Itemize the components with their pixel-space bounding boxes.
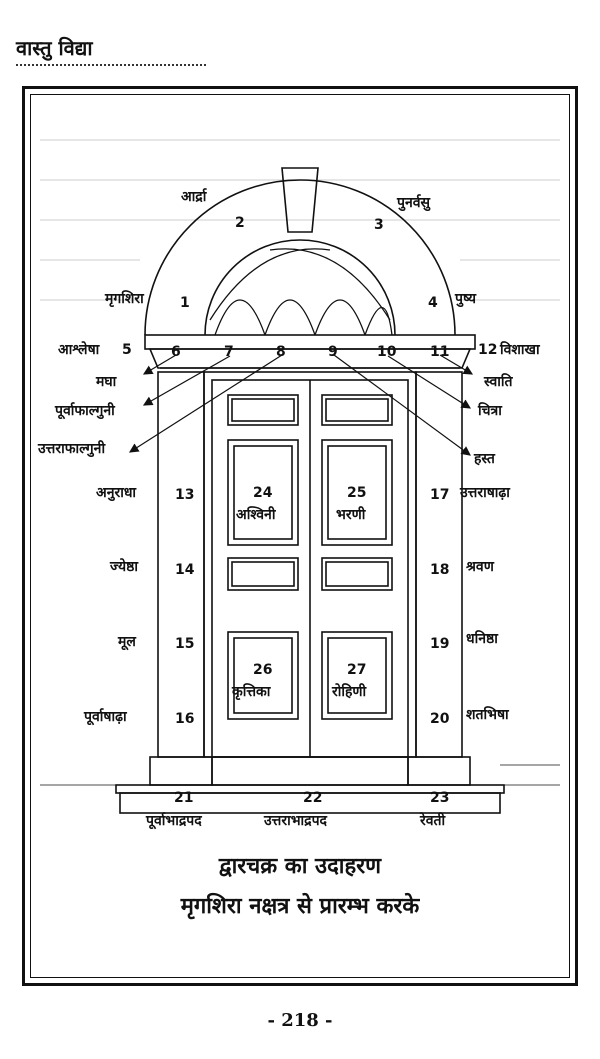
label-magha: मघा — [96, 374, 117, 390]
label-swati: स्वाति — [484, 374, 513, 390]
caption-line-1: द्वारचक्र का उदाहरण — [218, 854, 382, 879]
label-shravana: श्रवण — [466, 559, 494, 575]
number-21: 21 — [174, 790, 194, 806]
number-8: 8 — [276, 344, 286, 360]
label-hasta: हस्त — [474, 451, 495, 467]
caption-line-2: मृगशिरा नक्षत्र से प्रारम्भ करके — [180, 894, 420, 919]
lintel-top — [145, 335, 475, 349]
label-anuradha: अनुराधा — [96, 485, 137, 501]
label-revati: रेवती — [420, 813, 446, 829]
label-chitra: चित्रा — [478, 403, 502, 419]
label-uttarabhadrapada: उत्तराभाद्रपद — [264, 813, 327, 829]
number-17: 17 — [430, 487, 450, 503]
number-11: 11 — [430, 344, 450, 360]
number-24: 24 — [253, 485, 273, 501]
label-purvaphalguni: पूर्वाफाल्गुनी — [55, 403, 115, 419]
label-purvabhadrapada: पूर्वाभाद्रपद — [146, 813, 202, 829]
number-10: 10 — [377, 344, 397, 360]
label-pushya: पुष्य — [455, 291, 477, 307]
number-13: 13 — [175, 487, 195, 503]
label-krittika: कृत्तिका — [232, 684, 271, 700]
number-7: 7 — [224, 344, 234, 360]
number-14: 14 — [175, 562, 195, 578]
label-mrigashira: मृगशिरा — [105, 291, 144, 307]
label-dhanishtha: धनिष्ठा — [466, 631, 498, 647]
number-23: 23 — [430, 790, 450, 806]
number-9: 9 — [328, 344, 338, 360]
label-rohini: रोहिणी — [332, 684, 367, 700]
number-6: 6 — [171, 344, 181, 360]
number-1: 1 — [180, 295, 190, 311]
label-vishakha: विशाखा — [500, 342, 540, 358]
number-22: 22 — [303, 790, 323, 806]
label-punarvasu: पुनर्वसु — [397, 195, 430, 211]
number-12: 12 — [478, 342, 498, 358]
number-4: 4 — [428, 295, 438, 311]
number-27: 27 — [347, 662, 367, 678]
number-20: 20 — [430, 711, 450, 727]
keystone — [282, 168, 318, 232]
label-uttaraphalguni: उत्तराफाल्गुनी — [38, 441, 106, 457]
label-shatabhisha: शतभिषा — [466, 707, 509, 723]
page-header-title: वास्तु विद्या — [16, 36, 93, 60]
label-ashwini: अश्विनी — [236, 507, 276, 523]
label-mula: मूल — [118, 634, 136, 650]
label-ardra: आर्द्रा — [181, 189, 207, 205]
number-3: 3 — [374, 217, 384, 233]
number-16: 16 — [175, 711, 195, 727]
label-uttarashadha: उत्तराषाढ़ा — [460, 485, 510, 501]
number-25: 25 — [347, 485, 367, 501]
number-26: 26 — [253, 662, 273, 678]
number-5: 5 — [122, 342, 132, 358]
number-18: 18 — [430, 562, 450, 578]
page-number: - 218 - — [267, 1010, 333, 1031]
number-19: 19 — [430, 636, 450, 652]
label-jyeshtha: ज्येष्ठा — [110, 559, 138, 575]
label-ashlesha: आश्लेषा — [58, 342, 100, 358]
arch-inner — [205, 240, 395, 335]
number-15: 15 — [175, 636, 195, 652]
label-purvashadha: पूर्वाषाढ़ा — [84, 709, 127, 725]
label-bharani: भरणी — [336, 507, 366, 523]
number-2: 2 — [235, 215, 245, 231]
